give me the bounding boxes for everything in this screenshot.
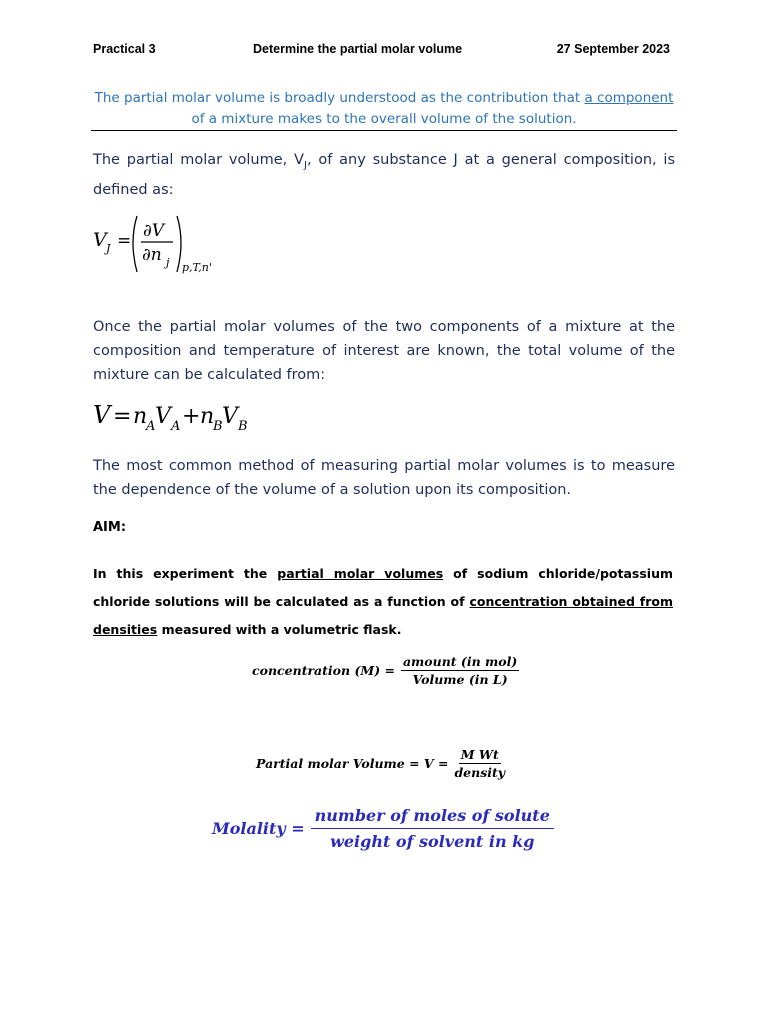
eq2-va: V bbox=[155, 404, 171, 429]
eq2-sub-a2: A bbox=[171, 419, 181, 434]
pmv-fraction bbox=[454, 747, 505, 780]
eq1-right-paren bbox=[177, 216, 181, 272]
molality-lhs: Molality = bbox=[212, 819, 305, 838]
partial-molar-volume-equation bbox=[93, 212, 233, 278]
aim-text-2: of sodium chloride/potassium chloride solutions will be calculated as a function of bbox=[93, 566, 674, 609]
eq1-left-paren bbox=[133, 216, 137, 272]
header-title: Determine the partial molar volume bbox=[253, 42, 463, 56]
measurement-method-paragraph: The most common method of measuring partial molar volumes is to measure the dependence of the volume of a solution upon its composition. bbox=[93, 458, 675, 498]
intro-text-1: The partial molar volume is broadly understood as the contribution that bbox=[94, 90, 585, 106]
eq2-v: V bbox=[93, 401, 111, 429]
aim-heading: AIM: bbox=[93, 520, 127, 535]
total-volume-paragraph: Once the partial molar volumes of the two components of a mixture at the composition and temperature of interest are known, the total volume of the mixture can be calculated from: bbox=[93, 319, 675, 383]
eq1-lhs: V bbox=[93, 229, 107, 251]
eq1-denominator: ∂n bbox=[142, 245, 162, 265]
eq2-nb: n bbox=[200, 404, 215, 429]
eq2-equals: = bbox=[113, 404, 132, 429]
aim-text-3: measured with a volumetric flask. bbox=[157, 622, 402, 637]
intro-text-2: of a mixture makes to the overall volume of the solution. bbox=[191, 111, 577, 127]
eq1-constraint: p,T,n' bbox=[182, 261, 212, 274]
total-volume-equation bbox=[93, 396, 263, 436]
p1-after: , of any substance J at a general composition, is defined as: bbox=[93, 152, 675, 198]
pmv-denominator: density bbox=[454, 765, 506, 780]
eq2-sub-b1: B bbox=[213, 419, 223, 434]
conc-denominator: Volume (in L) bbox=[412, 672, 508, 687]
partial-molar-volume-formula bbox=[256, 747, 505, 780]
definition-paragraph bbox=[93, 148, 675, 202]
section-divider bbox=[91, 130, 677, 131]
eq1-numerator: ∂V bbox=[143, 221, 165, 241]
pmv-lhs: Partial molar Volume = V = bbox=[256, 756, 449, 771]
intro-underlined-term: a component bbox=[584, 90, 674, 106]
header-date: 27 September 2023 bbox=[556, 42, 670, 56]
intro-paragraph bbox=[92, 88, 676, 130]
eq2-sub-b2: B bbox=[238, 419, 248, 434]
molality-formula bbox=[212, 806, 554, 851]
conc-numerator: amount (in mol) bbox=[402, 654, 518, 669]
molality-fraction bbox=[311, 806, 554, 851]
eq2-sub-a1: A bbox=[146, 419, 156, 434]
eq2-plus: + bbox=[182, 404, 201, 429]
header-practical-number: Practical 3 bbox=[93, 42, 156, 56]
eq1-lhs-sub: J bbox=[106, 242, 111, 255]
p1-before: The partial molar volume, V bbox=[93, 152, 304, 168]
eq1-equals: = bbox=[117, 231, 132, 251]
aim-underlined-2: concentration obtained from densities bbox=[93, 594, 673, 637]
eq2-na: n bbox=[133, 404, 148, 429]
pmv-numerator: M Wt bbox=[460, 747, 499, 762]
concentration-formula bbox=[252, 654, 519, 687]
aim-paragraph bbox=[93, 560, 673, 644]
conc-lhs: concentration (M) = bbox=[252, 663, 395, 678]
eq1-den-sub: j bbox=[166, 256, 170, 269]
conc-fraction bbox=[401, 654, 519, 687]
molality-denominator: weight of solvent in kg bbox=[330, 832, 535, 851]
aim-text-1: In this experiment the bbox=[93, 566, 278, 581]
aim-underlined-1: partial molar volumes bbox=[277, 566, 444, 581]
eq2-vb: V bbox=[222, 404, 238, 429]
p1-subscript: J bbox=[303, 159, 307, 171]
molality-numerator: number of moles of solute bbox=[311, 806, 554, 829]
